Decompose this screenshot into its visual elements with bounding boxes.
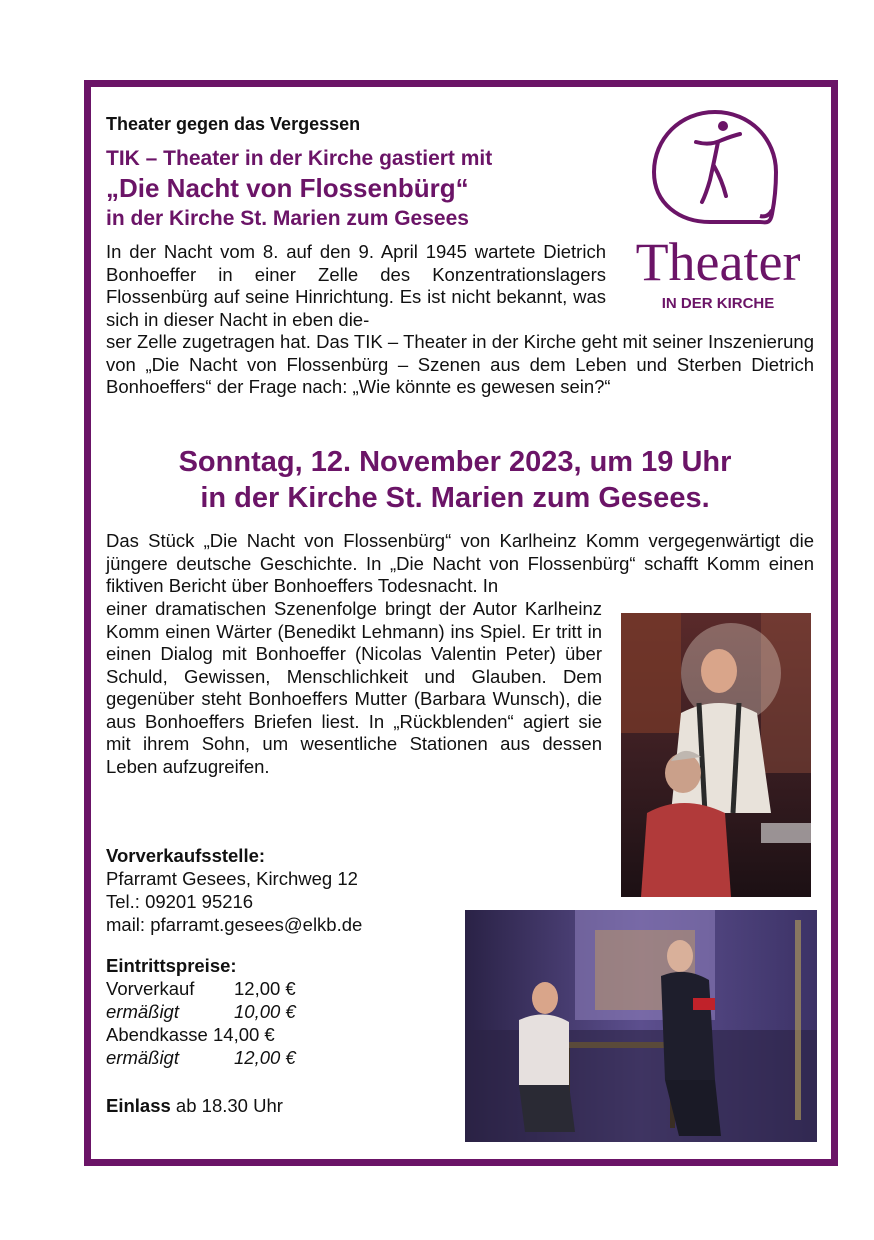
price-value: 14,00 € (213, 1024, 275, 1045)
body-paragraph-1: Das Stück „Die Nacht von Flossenbürg“ von Karlheinz Komm vergegenwärtigt die jüngere deutsche Geschichte. In „Die Nacht von Flossenbürg“ schafft Komm einen fiktiven Bericht über Bonhoeffers Todesnacht. In (106, 530, 814, 596)
price-label: Vorverkauf (106, 978, 195, 999)
theater-logo (610, 104, 820, 314)
presale-heading: Vorverkaufsstelle: (106, 845, 266, 866)
heading-line-3: in der Kirche St. Marien zum Gesees (106, 207, 469, 230)
admission-label: Einlass (106, 1095, 171, 1116)
price-value: 10,00 € (234, 1001, 296, 1022)
kicker: Theater gegen das Vergessen (106, 114, 361, 134)
event-date-line-1: Sonntag, 12. November 2023, um 19 Uhr (178, 446, 732, 478)
event-date (90, 444, 820, 516)
intro-paragraph-2: ser Zelle zugetragen hat. Das TIK – Theater in der Kirche geht mit seiner Inszenierung von „Die Nacht von Flossenbürg – Szenen aus dem Leben und Sterben Dietrich Bonhoeffers“ der Frage nach: „Wie könnte es gewesen sein?“ (106, 331, 814, 397)
logo-word: Theater (635, 232, 801, 292)
event-date-line-2: in der Kirche St. Marien zum Gesees. (200, 482, 710, 514)
presale-address: Pfarramt Gesees, Kirchweg 12 (106, 868, 358, 889)
intro-paragraph-1: In der Nacht vom 8. auf den 9. April 1945 wartete Dietrich Bonhoeffer in einer Zelle des Konzentrationslagers Flossenbürg auf seine Hinrichtung. Es ist nicht bekannt, was sich in dieser Nacht in eben die- (106, 241, 606, 330)
prices-heading: Eintrittspreise: (106, 955, 237, 976)
price-row (106, 1000, 296, 1023)
logo-sub: IN DER KIRCHE (661, 295, 775, 312)
price-label: ermäßigt (106, 1047, 179, 1068)
photo-mother-and-son (621, 613, 811, 897)
price-row (106, 1023, 296, 1046)
price-label: ermäßigt (106, 1001, 179, 1022)
theater-logo-icon (610, 104, 820, 314)
presale-mail[interactable]: mail: pfarramt.gesees@elkb.de (106, 914, 363, 935)
presale-phone[interactable]: Tel.: 09201 95216 (106, 891, 254, 912)
presale-block (106, 844, 362, 936)
body-paragraph-2: einer dramatischen Szenenfolge bringt der Autor Karlheinz Komm einen Wärter (Benedikt Lehmann) ins Spiel. Er tritt in einen Dialog mit Bonhoeffer (Nicolas Valentin Peter) über Schuld, Gewissen, Menschlichkeit und Glauben. Dem gegenüber steht Bonhoeffers Mutter (Barbara Wunsch), die aus Bonhoeffers Briefen liest. In „Rückblenden“ agiert sie mit ihrem Sohn, um wesentliche Stationen aus dessen Leben aufzugreifen. (106, 598, 602, 777)
heading-title: „Die Nacht von Flossenbürg“ (106, 173, 469, 203)
price-row (106, 1046, 296, 1069)
heading-line-1: TIK – Theater in der Kirche gastiert mit (106, 147, 493, 170)
price-value: 12,00 € (234, 1047, 296, 1068)
price-value: 12,00 € (234, 978, 296, 999)
prices-block (106, 954, 296, 1069)
admission-text: ab 18.30 Uhr (170, 1095, 283, 1116)
photo-dialog-scene (465, 910, 817, 1142)
price-label: Abendkasse (106, 1024, 208, 1045)
price-row (106, 977, 296, 1000)
admission-time (106, 1095, 283, 1117)
